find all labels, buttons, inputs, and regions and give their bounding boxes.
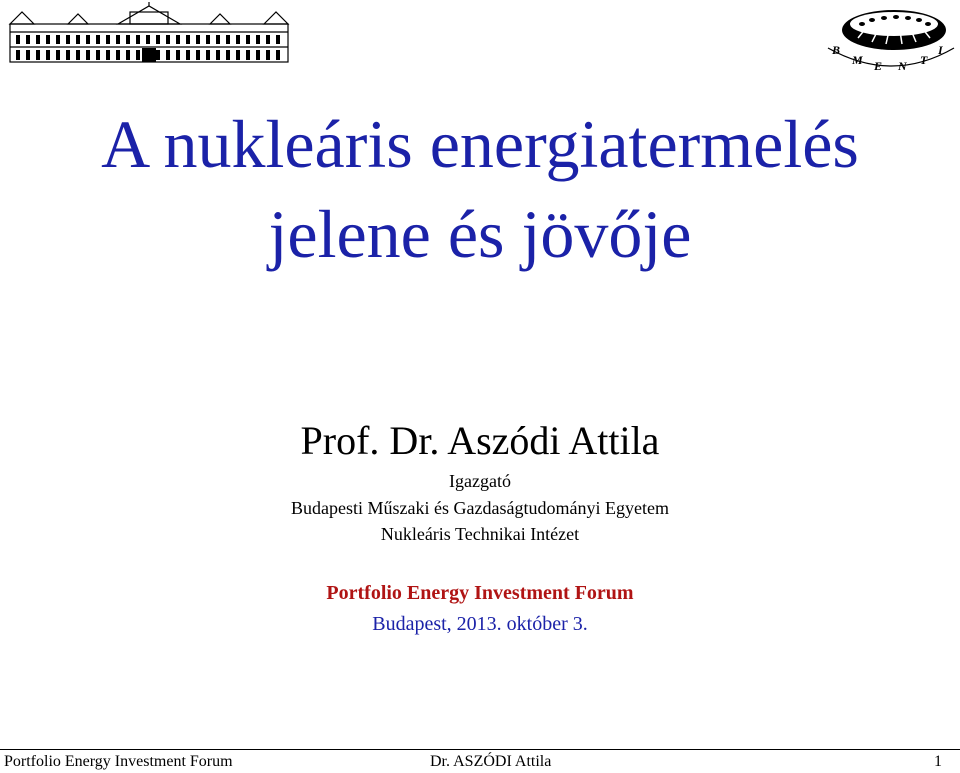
event-name: Portfolio Energy Investment Forum [326, 582, 634, 604]
logo-letter: T [920, 53, 928, 67]
university-building-logo [8, 2, 290, 64]
logo-letter: B [832, 43, 841, 57]
page-number: 1 [934, 753, 942, 770]
footer-event: Portfolio Energy Investment Forum [4, 753, 233, 770]
institute-name: Nukleáris Technikai Intézet [380, 524, 580, 544]
event-place-date: Budapest, 2013. október 3. [372, 613, 588, 635]
slide-title-line-2: jelene és jövője [268, 196, 692, 272]
university-name: Budapesti Műszaki és Gazdaságtudományi Egyetem [291, 498, 669, 518]
logo-letter: N [898, 59, 907, 73]
logo-letter: E [874, 59, 883, 73]
footer-author: Dr. ASZÓDI Attila [430, 753, 552, 770]
author-role: Igazgató [449, 471, 511, 491]
author-name: Prof. Dr. Aszódi Attila [300, 418, 660, 463]
slide-title-line-1: A nukleáris energiatermelés [101, 106, 859, 182]
institute-dome-logo [822, 4, 958, 74]
logo-letter: M [852, 53, 863, 67]
footer-divider [0, 749, 960, 750]
logo-letter: I [938, 43, 943, 57]
